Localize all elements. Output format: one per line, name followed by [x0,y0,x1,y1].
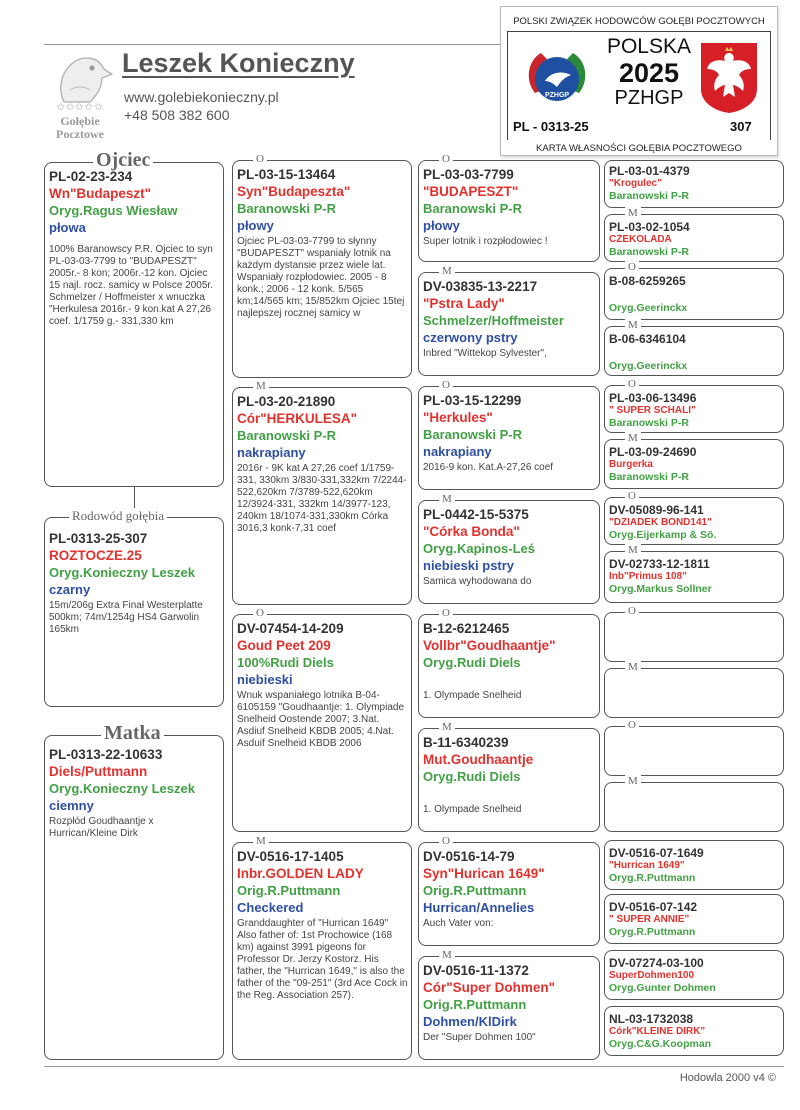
mmm-breeder: Orig.R.Puttmann [423,997,527,1012]
g9-label: O [625,604,639,618]
fmf-name: "Herkules" [423,410,493,425]
g11-label: O [625,718,639,732]
mm-ring: DV-0516-17-1405 [237,849,344,864]
g5-box[interactable] [604,378,784,433]
mmf-ring: DV-0516-14-79 [423,849,515,864]
fm-label: M [253,379,269,393]
mfm-label: M [439,720,455,734]
father-name: Wn"Budapeszt" [49,186,152,201]
g6-name: Burgerka [609,459,653,470]
g6-box[interactable] [604,432,784,489]
g4-breeder: Oryg.Geerinckx [609,360,688,372]
fff-breeder: Baranowski P-R [423,201,522,216]
g7-name: "DZIADEK BOND141" [609,517,712,528]
fm-breeder: Baranowski P-R [237,428,336,443]
ffm-note: Inbred "Wittekop Sylvester", [423,348,547,359]
pigeon-note: 15m/206g Extra Finał Westerplatte 500km; 74m/1254g HS4 Garwolin 165km [49,600,203,635]
pigeon-color: czarny [49,582,91,597]
mf-breeder: 100%Rudi Diels [237,655,334,670]
g6-breeder: Baranowski P-R [609,471,689,483]
mmm-ring: DV-0516-11-1372 [423,963,529,978]
fm-note: 2016r - 9K kat A 27,26 coef 1/1759-331, 330km 3/830-331,332km 7/2244-522,620km 7/3789-522,620km 12/3924-331, 332km 14/3977-123, 240km 18/1074-331,330km Córka 3016,3 konk-7,31 coef [237,463,407,534]
mother-color: ciemny [49,798,94,813]
mfm-box[interactable] [418,721,600,832]
mmm-color: Dohmen/KlDirk [423,1014,517,1029]
fmf-note: 2016-9 kon. Kat.A-27,26 coef [423,462,554,473]
logo-stars: ✩✩✩✩✩ [56,102,104,113]
mother-name: Diels/Puttmann [49,764,148,779]
father-label: Ojciec [93,149,153,171]
mf-box[interactable] [232,607,412,832]
father-box[interactable] [44,149,224,487]
g6-label: M [625,431,641,445]
footer-rule [44,1066,784,1067]
father-color: płowa [49,220,86,235]
mf-color: niebieski [237,672,293,687]
g1-breeder: Baranowski P-R [609,190,689,202]
mfm-ring: B-11-6340239 [423,735,509,750]
g8-ring: DV-02733-12-1811 [609,557,710,571]
g4-name [609,346,780,360]
g16-breeder: Oryg.C&G.Koopman [609,1038,712,1050]
g5-label: O [625,377,639,391]
g2-name: CZEKOLADA [609,234,672,245]
mm-color: Checkered [237,900,304,915]
mother-breeder: Oryg.Konieczny Leszek [49,781,195,796]
mff-label: O [439,606,453,620]
g2-box[interactable] [604,207,784,262]
g1-name: "Krogulec" [609,178,662,189]
ffm-name: "Pstra Lady" [423,296,505,311]
g1-box[interactable] [604,160,784,208]
mff-box[interactable] [418,607,600,718]
g5-breeder: Baranowski P-R [609,417,689,429]
fmm-color: niebieski pstry [423,558,515,573]
fff-box[interactable] [418,153,600,262]
g5-name: " SUPER SCHALI" [609,405,696,416]
g16-name: Córk"KLEINE DIRK" [609,1026,706,1037]
pigeon-name: ROZTOCZE.25 [49,548,142,563]
mmf-note: Auch Vater von: [423,918,494,929]
mf-note: Wnuk wspaniałego lotnika B-04-6105159 "Goudhaantje: 1. Olympiade Snelheid Oostende 2007; 3.Nat. Asdiuf Snelheid KBDB 2005; 4.Nat. Asduif Snelheid KBDB 2006 [237,690,405,749]
mother-ring: PL-0313-22-10633 [49,747,163,762]
g3-breeder: Oryg.Geerinckx [609,302,688,314]
mf-label: O [253,606,267,620]
g8-box[interactable] [604,544,784,603]
website-link[interactable]: www.golebiekonieczny.pl [124,89,279,105]
g10-label: M [625,660,641,674]
ff-box[interactable] [232,153,412,378]
g4-ring: B-06-6346104 [609,332,686,346]
g3-ring: B-08-6259265 [609,274,686,288]
card-footer: KARTA WŁASNOŚCI GOŁĘBIA POCZTOWEGO [536,143,742,154]
mother-box[interactable] [44,722,224,1060]
ffm-color: czerwony pstry [423,330,518,345]
g14-box[interactable] [604,894,784,944]
g12-box[interactable] [604,775,784,832]
fff-name: "BUDAPESZT" [423,184,519,199]
g13-name: "Hurrican 1649" [609,860,685,871]
g14-ring: DV-0516-07-142 [609,900,698,914]
g4-label: M [625,318,641,332]
g14-breeder: Oryg.R.Puttmann [609,926,696,938]
card-serial: 307 [730,119,752,134]
mfm-note: 1. Olympade Snelheid [423,804,522,815]
ownership-card [500,6,778,156]
ff-label: O [253,152,267,166]
fm-ring: PL-03-20-21890 [237,394,336,409]
g16-box[interactable] [604,1006,784,1056]
card-year: 2025 [618,58,680,88]
mmm-box[interactable] [418,949,600,1060]
g14-name: " SUPER ANNIE" [609,914,690,925]
g15-breeder: Oryg.Gunter Dohmen [609,982,716,994]
father-breeder: Oryg.Ragus Wiesław [49,203,178,218]
fm-color: nakrapiany [237,445,306,460]
fff-label: O [439,152,453,166]
mff-color [423,671,596,688]
mmm-label: M [439,948,455,962]
g4-box[interactable] [604,319,784,376]
mff-ring: B-12-6212465 [423,621,510,636]
mmf-box[interactable] [418,835,600,946]
fmm-ring: PL-0442-15-5375 [423,507,529,522]
g6-ring: PL-03-09-24690 [609,445,697,459]
g12-label: M [625,774,641,788]
mm-label: M [253,834,269,848]
g2-breeder: Baranowski P-R [609,246,689,258]
g7-ring: DV-05089-96-141 [609,503,704,517]
father-ring: PL-02-23-234 [49,169,133,184]
fmm-name: "Córka Bonda" [423,524,520,539]
ffm-label: M [439,264,455,278]
card-org: PZHGP [614,87,684,109]
g8-breeder: Oryg.Markus Sollner [609,583,712,595]
fmf-box[interactable] [418,379,600,490]
fmm-label: M [439,492,455,506]
fff-color: płowy [423,218,460,233]
card-ring-number: PL - 0313-25 [513,119,589,134]
mfm-color [423,785,596,802]
g2-ring: PL-03-02-1054 [609,220,690,234]
g8-name: Inb"Primus 108" [609,571,687,582]
fmf-breeder: Baranowski P-R [423,427,522,442]
pigeon-breeder: Oryg.Konieczny Leszek [49,565,195,580]
ffm-breeder: Schmelzer/Hoffmeister [423,313,564,328]
fm-box[interactable] [232,380,412,605]
mff-note: 1. Olympade Snelheid [423,690,522,701]
logo-text-line2: Pocztowe [56,127,104,141]
card-country: POLSKA [606,35,692,58]
fff-note: Super lotnik i rozpłodowiec ! [423,236,548,247]
g8-label: M [625,543,641,557]
pigeon-box[interactable] [44,508,224,707]
mf-ring: DV-07454-14-209 [237,621,344,636]
ffm-box[interactable] [418,265,600,376]
owner-name: Leszek Konieczny [122,48,355,78]
ff-note: Ojciec PL-03-03-7799 to słynny "BUDAPESZT" wspaniały lotnik na każdym dystansie przez wiele lat. Wspaniały rozpłodowiec. 2005 - 8 konk.; 2006 - 12 konk. 5/565 km;14/565 km; 15/852km Ojciec 15tej najlepszej rocznej samicy w [237,236,405,319]
fmm-box[interactable] [418,493,600,604]
mmf-breeder: Orig.R.Puttmann [423,883,527,898]
phone-number: +48 508 382 600 [124,107,230,123]
fmf-color: nakrapiany [423,444,492,459]
g16-ring: NL-03-1732038 [609,1012,694,1026]
ff-breeder: Baranowski P-R [237,201,336,216]
mmf-color: Hurrican/Annelies [423,900,535,915]
mmf-label: O [439,834,453,848]
fmf-ring: PL-03-15-12299 [423,393,522,408]
mm-name: Inbr.GOLDEN LADY [237,866,364,881]
g3-box[interactable] [604,261,784,320]
ff-name: Syn"Budapeszta" [237,184,351,199]
g15-box[interactable] [604,950,784,1000]
mff-name: Vollbr"Goudhaantje" [423,638,556,653]
mfm-name: Mut.Goudhaantje [423,752,534,767]
fmf-label: O [439,378,453,392]
g13-breeder: Oryg.R.Puttmann [609,872,696,884]
header-rule [44,44,500,45]
mfm-breeder: Oryg.Rudi Diels [423,769,521,784]
ff-ring: PL-03-15-13464 [237,167,336,182]
mm-breeder: Orig.R.Puttmann [237,883,341,898]
mmm-note: Der "Super Dohmen 100" [423,1032,536,1043]
g3-name [609,288,780,302]
fmm-note: Samica wyhodowana do [423,576,532,587]
mf-name: Goud Peet 209 [237,638,331,653]
g1-ring: PL-03-01-4379 [609,164,690,178]
g15-name: SuperDohmen100 [609,970,695,981]
logo-text-line1: Gołębie [60,114,100,128]
polish-eagle-icon [697,39,761,115]
mm-box[interactable] [232,835,412,1060]
mm-note: Granddaughter of "Hurrican 1649" Also father of: 1st Prochowice (168 km) against 3991 pigeons for Professor Dr. Jerzy Kostorz. His father, the "Hurrican 1649," is also the father of the "09-251" (3rd Ace Cock in the Reg. Association 257). [237,918,408,1001]
pigeon-logo [44,50,116,142]
g5-ring: PL-03-06-13496 [609,391,697,405]
pigeon-head-icon [44,50,116,110]
mmm-name: Cór"Super Dohmen" [423,980,556,995]
ffm-ring: DV-03835-13-2217 [423,279,538,294]
g9-box[interactable] [604,605,784,662]
father-note: 100% Baranowscy P.R. Ojciec to syn PL-03-03-7799 to "BUDAPESZT" 2005r.- 8 kon; 2006r.-12 kon. Ojciec 15 najl. rocz. samicy w Polsce 2005r. Schmelzer / Hoffmeister x wnuczka "Herkulesa 2016r.- 9 kon.kat A 27,26 coef. 1/1759 g.- 331,330 km [49,244,213,327]
g13-box[interactable] [604,840,784,890]
card-logo-text: PZHGP [544,92,570,99]
mother-note: Rozpłód Goudhaantje x Hurrican/Kleine Dirk [49,816,154,839]
fff-ring: PL-03-03-7799 [423,167,514,182]
g7-label: O [625,489,639,503]
pigeon-ring: PL-0313-25-307 [49,531,148,546]
mother-label: Matka [101,722,164,744]
fmm-breeder: Oryg.Kapinos-Leś [423,541,535,556]
mmf-name: Syn"Hurican 1649" [423,866,545,881]
fm-name: Cór"HERKULESA" [237,411,358,426]
pzhgp-logo-icon [521,41,593,113]
g3-label: O [625,260,639,274]
g15-ring: DV-07274-03-100 [609,956,704,970]
g10-box[interactable] [604,661,784,718]
software-footer: Hodowla 2000 v4 © [679,1072,776,1084]
mff-breeder: Oryg.Rudi Diels [423,655,521,670]
g7-box[interactable] [604,490,784,545]
g13-ring: DV-0516-07-1649 [609,846,704,860]
g11-box[interactable] [604,719,784,776]
card-header: POLSKI ZWIĄZEK HODOWCÓW GOŁĘBI POCZTOWYCH [513,16,765,27]
pigeon-label: Rodowód gołębia [69,508,167,524]
g2-label: M [625,206,641,220]
g7-breeder: Oryg.Eijerkamp & Sö. [609,529,717,541]
ff-color: płowy [237,218,274,233]
